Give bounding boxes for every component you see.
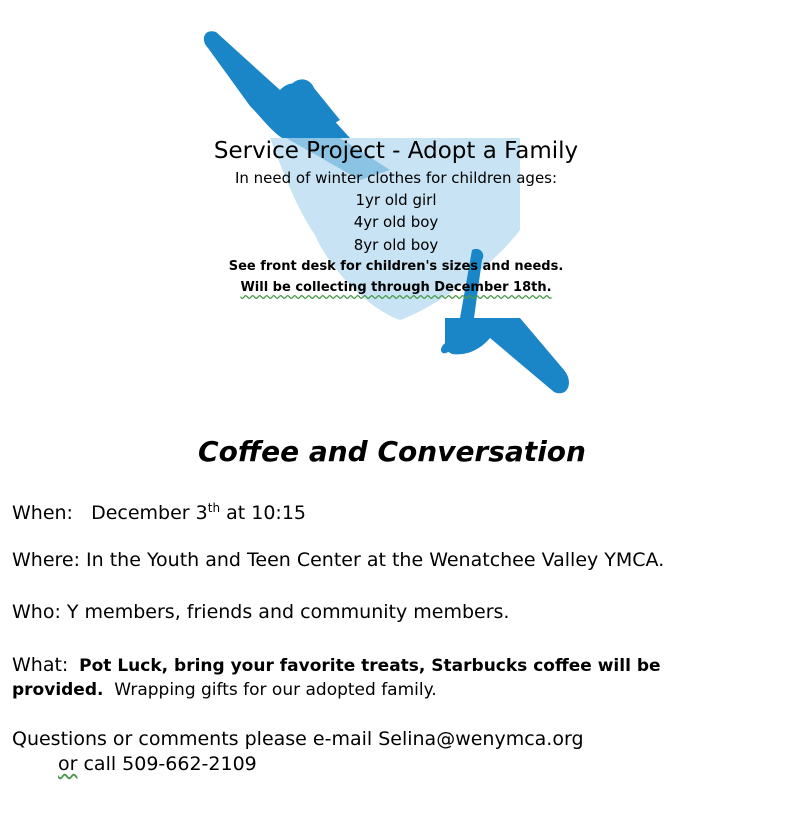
contact-questions: Questions or comments please e-mail Selina@wenymca.org bbox=[12, 728, 584, 750]
event-where: Where: In the Youth and Teen Center at the Wenatchee Valley YMCA. bbox=[12, 549, 665, 571]
contact-call bbox=[58, 752, 257, 776]
age-item: 1yr old girl bbox=[355, 191, 437, 209]
what-bold: Pot Luck, bring your favorite treats, Starbucks coffee will be provided. bbox=[12, 656, 661, 700]
deadline-text: Will be collecting through December 18th. bbox=[240, 280, 552, 295]
when-date: December 3 bbox=[91, 502, 208, 524]
event-when bbox=[12, 496, 306, 525]
upper-hand-icon bbox=[204, 31, 350, 138]
when-label: When: bbox=[12, 502, 73, 524]
when-date-suffix: th bbox=[207, 501, 221, 515]
service-project-note: See front desk for children's sizes and needs. bbox=[228, 259, 564, 274]
event-who: Who: Y members, friends and community members. bbox=[12, 601, 510, 623]
age-item: 4yr old boy bbox=[353, 213, 439, 231]
what-label: What: bbox=[12, 654, 69, 676]
service-project-subtitle: In need of winter clothes for children ages: bbox=[234, 169, 558, 187]
what-rest: Wrapping gifts for our adopted family. bbox=[114, 680, 437, 700]
event-title: Coffee and Conversation bbox=[198, 435, 586, 468]
call-or: or bbox=[58, 753, 78, 775]
service-project-title: Service Project - Adopt a Family bbox=[213, 138, 579, 164]
age-item: 8yr old boy bbox=[353, 236, 439, 254]
event-what bbox=[12, 653, 752, 702]
when-time: at 10:15 bbox=[226, 502, 306, 524]
service-project-deadline bbox=[0, 278, 792, 298]
call-number: call 509-662-2109 bbox=[83, 753, 257, 775]
